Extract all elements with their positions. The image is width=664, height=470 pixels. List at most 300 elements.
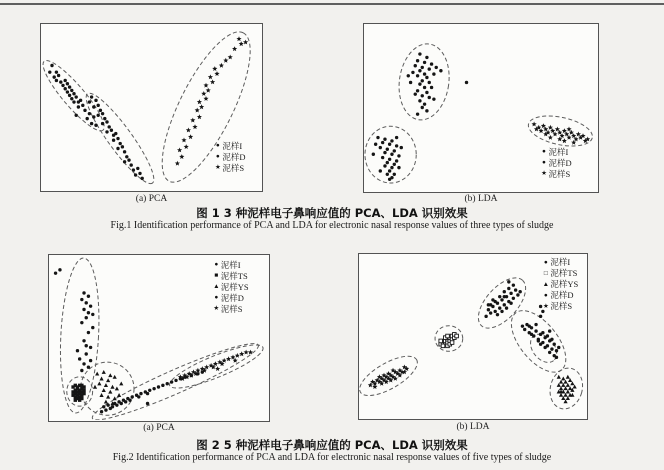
data-point-泥样S bbox=[206, 88, 211, 93]
data-point-泥样D bbox=[395, 144, 398, 147]
data-point-泥样D bbox=[125, 155, 128, 158]
dot-marker-icon: ● bbox=[214, 294, 219, 302]
legend-item-label: 泥样S bbox=[550, 301, 573, 312]
data-point-泥样D bbox=[105, 130, 108, 133]
data-point-泥样I bbox=[498, 306, 501, 309]
data-point-泥样D bbox=[400, 146, 403, 149]
data-point-泥样YS bbox=[99, 377, 103, 381]
dot-marker-icon: ● bbox=[542, 158, 546, 166]
legend-fig2a bbox=[212, 260, 249, 315]
data-point-泥样I bbox=[66, 90, 69, 93]
data-point-泥样I bbox=[503, 290, 506, 293]
data-point-泥样I bbox=[64, 79, 67, 82]
data-point-泥样S bbox=[186, 128, 191, 133]
data-point-泥样I bbox=[92, 115, 95, 118]
data-point-泥样I bbox=[516, 293, 519, 296]
legend-item bbox=[212, 282, 249, 293]
data-point-泥样D bbox=[146, 402, 149, 405]
data-point-泥样D bbox=[174, 379, 177, 382]
data-point-泥样D bbox=[374, 143, 377, 146]
data-point-泥样D bbox=[393, 149, 396, 152]
data-point-泥样I bbox=[50, 64, 53, 67]
data-point-泥样I bbox=[82, 291, 85, 294]
data-point-泥样I bbox=[423, 61, 426, 64]
data-point-泥样I bbox=[500, 298, 503, 301]
data-point-泥样TS bbox=[71, 385, 74, 388]
data-point-泥样I bbox=[89, 359, 92, 362]
data-point-泥样I bbox=[512, 283, 515, 286]
data-point-泥样D bbox=[543, 346, 546, 349]
data-point-泥样I bbox=[484, 315, 487, 318]
cluster-ellipse-泥样I bbox=[394, 41, 454, 124]
data-point-泥样I bbox=[91, 326, 94, 329]
data-point-泥样I bbox=[78, 357, 81, 360]
data-point-泥样S bbox=[567, 127, 572, 132]
data-point-泥样I bbox=[86, 117, 89, 120]
data-point-泥样D bbox=[127, 158, 130, 161]
data-point-泥样I bbox=[421, 94, 424, 97]
data-point-泥样I bbox=[61, 84, 64, 87]
data-point-泥样I bbox=[507, 287, 510, 290]
data-point-泥样S bbox=[197, 114, 202, 119]
data-point-泥样D bbox=[555, 356, 558, 359]
scatter-panel-fig2a-pca bbox=[48, 254, 270, 422]
data-point-泥样S bbox=[548, 125, 553, 130]
data-point-泥样I bbox=[487, 303, 490, 306]
scatter-panel-fig2b-lda bbox=[358, 253, 588, 420]
data-point-泥样D bbox=[146, 392, 149, 395]
data-point-泥样I bbox=[423, 86, 426, 89]
data-point-泥样D bbox=[101, 112, 104, 115]
data-point-泥样D bbox=[550, 338, 553, 341]
data-point-泥样I bbox=[94, 124, 97, 127]
data-point-泥样S bbox=[214, 71, 219, 76]
data-point-泥样D bbox=[381, 156, 384, 159]
data-point-泥样I bbox=[87, 295, 90, 298]
data-point-泥样I bbox=[425, 109, 428, 112]
data-point-泥样I bbox=[432, 97, 435, 100]
data-point-泥样I bbox=[503, 303, 506, 306]
data-point-泥样I bbox=[91, 313, 94, 316]
legend-item bbox=[212, 304, 249, 315]
data-point-泥样D bbox=[539, 343, 542, 346]
data-point-泥样I bbox=[88, 112, 91, 115]
data-point-泥样I bbox=[416, 74, 419, 77]
data-point-泥样S bbox=[201, 91, 206, 96]
data-point-泥样S bbox=[179, 154, 184, 159]
data-point-泥样D bbox=[138, 172, 141, 175]
data-point-泥样S bbox=[208, 74, 213, 79]
legend-fig1a bbox=[213, 141, 245, 174]
data-point-泥样YS bbox=[113, 375, 117, 379]
legend-item bbox=[212, 271, 249, 282]
data-point-泥样I bbox=[80, 369, 83, 372]
data-point-泥样YS bbox=[102, 370, 106, 374]
data-point-泥样I bbox=[421, 66, 424, 69]
data-point-泥样I bbox=[407, 74, 410, 77]
dot-marker-icon: ● bbox=[542, 147, 546, 155]
data-point-泥样I bbox=[72, 92, 75, 95]
data-point-泥样I bbox=[54, 271, 57, 274]
data-point-泥样D bbox=[379, 146, 382, 149]
data-point-泥样I bbox=[90, 122, 93, 125]
data-point-泥样D bbox=[521, 324, 524, 327]
legend-item bbox=[541, 290, 578, 301]
data-point-泥样D bbox=[166, 382, 169, 385]
data-point-泥样I bbox=[503, 295, 506, 298]
triangle-marker-icon: ▲ bbox=[542, 280, 550, 288]
data-point-泥样I bbox=[421, 79, 424, 82]
legend-item-label: 泥样D bbox=[548, 157, 572, 168]
star-marker-icon: ★ bbox=[542, 302, 549, 310]
data-point-泥样D bbox=[383, 138, 386, 141]
data-point-泥样YS bbox=[97, 382, 101, 386]
data-point-泥样D bbox=[557, 346, 560, 349]
data-point-泥样D bbox=[119, 142, 122, 145]
data-point-泥样S bbox=[184, 144, 189, 149]
data-point-泥样YS bbox=[117, 393, 121, 397]
data-point-泥样TS bbox=[455, 334, 459, 338]
data-point-泥样S bbox=[181, 138, 186, 143]
data-point-泥样D bbox=[101, 122, 104, 125]
data-point-泥样D bbox=[388, 143, 391, 146]
data-point-泥样YS bbox=[115, 386, 119, 390]
data-point-泥样S bbox=[195, 368, 200, 373]
data-point-泥样D bbox=[555, 349, 558, 352]
legend-item bbox=[540, 169, 572, 180]
data-point-泥样TS bbox=[441, 344, 445, 348]
legend-item-label: 泥样I bbox=[220, 259, 241, 270]
data-point-泥样S bbox=[190, 118, 195, 123]
data-point-泥样I bbox=[409, 81, 412, 84]
data-point-泥样S bbox=[541, 123, 546, 128]
legend-item bbox=[540, 158, 572, 169]
legend-fig2b bbox=[541, 257, 578, 312]
data-point-泥样D bbox=[393, 173, 396, 176]
data-point-泥样S bbox=[219, 63, 224, 68]
data-point-泥样D bbox=[388, 178, 391, 181]
data-point-泥样I bbox=[83, 109, 86, 112]
data-point-泥样D bbox=[381, 141, 384, 144]
data-point-泥样D bbox=[114, 132, 117, 135]
data-point-泥样D bbox=[137, 395, 140, 398]
figure2-caption-cn: 图 2 5 种泥样电子鼻响应值的 PCA、LDA 识别效果 bbox=[196, 438, 468, 452]
data-point-泥样I bbox=[428, 81, 431, 84]
data-point-泥样D bbox=[390, 153, 393, 156]
data-point-泥样D bbox=[539, 315, 542, 318]
data-point-泥样D bbox=[386, 173, 389, 176]
data-point-泥样D bbox=[106, 403, 109, 406]
figure2-caption-en: Fig.2 Identification performance of PCA and LDA for electronic nasal response values of five types of sludge bbox=[112, 452, 552, 463]
data-point-泥样S bbox=[210, 79, 215, 84]
data-point-泥样I bbox=[53, 75, 56, 78]
data-point-泥样I bbox=[423, 72, 426, 75]
data-point-泥样S bbox=[222, 358, 227, 363]
data-point-泥样I bbox=[85, 301, 88, 304]
legend-item bbox=[212, 293, 249, 304]
data-point-泥样I bbox=[465, 81, 468, 84]
data-point-泥样I bbox=[418, 69, 421, 72]
data-point-泥样D bbox=[97, 104, 100, 107]
data-point-泥样D bbox=[141, 177, 144, 180]
data-point-泥样D bbox=[90, 95, 93, 98]
data-point-泥样I bbox=[425, 76, 428, 79]
data-point-泥样S bbox=[197, 99, 202, 104]
data-point-泥样I bbox=[64, 87, 67, 90]
data-point-泥样D bbox=[132, 168, 135, 171]
subcaption-fig1b: (b) LDA bbox=[464, 194, 498, 204]
data-point-泥样D bbox=[161, 384, 164, 387]
data-point-泥样I bbox=[80, 321, 83, 324]
data-point-泥样TS bbox=[446, 334, 450, 338]
triangle-marker-icon: ▲ bbox=[213, 283, 220, 291]
data-point-泥样D bbox=[116, 147, 119, 150]
data-point-泥样TS bbox=[74, 399, 77, 402]
data-point-泥样S bbox=[226, 356, 231, 361]
data-point-泥样YS bbox=[108, 390, 112, 394]
data-point-泥样S bbox=[204, 365, 209, 370]
data-point-泥样I bbox=[489, 311, 492, 314]
data-point-泥样D bbox=[99, 109, 102, 112]
data-point-泥样D bbox=[534, 323, 537, 326]
square-open-marker-icon: □ bbox=[543, 269, 548, 277]
data-point-泥样I bbox=[496, 313, 499, 316]
legend-item bbox=[212, 260, 249, 271]
data-point-泥样I bbox=[77, 105, 80, 108]
data-point-泥样I bbox=[68, 85, 71, 88]
data-point-泥样S bbox=[230, 355, 235, 360]
data-point-泥样S bbox=[244, 350, 249, 355]
data-point-泥样I bbox=[500, 310, 503, 313]
data-point-泥样TS bbox=[439, 339, 443, 343]
data-point-泥样D bbox=[121, 145, 124, 148]
data-point-泥样S bbox=[239, 351, 244, 356]
legend-item bbox=[541, 257, 578, 268]
data-point-泥样D bbox=[393, 163, 396, 166]
legend-item-label: 泥样S bbox=[548, 168, 571, 179]
data-point-泥样S bbox=[223, 58, 228, 63]
data-point-泥样I bbox=[509, 302, 512, 305]
data-point-泥样I bbox=[423, 102, 426, 105]
data-point-泥样S bbox=[243, 40, 248, 45]
data-point-泥样YS bbox=[106, 378, 110, 382]
legend-item-label: 泥样D bbox=[220, 293, 244, 304]
data-point-泥样S bbox=[203, 96, 208, 101]
data-point-泥样D bbox=[120, 402, 123, 405]
data-point-泥样YS bbox=[95, 372, 99, 376]
data-point-泥样I bbox=[418, 99, 421, 102]
data-point-泥样D bbox=[123, 150, 126, 153]
data-point-泥样I bbox=[82, 362, 85, 365]
data-point-泥样YS bbox=[561, 376, 565, 380]
dot-marker-icon: ● bbox=[215, 153, 220, 161]
data-point-泥样I bbox=[507, 280, 510, 283]
data-point-泥样D bbox=[376, 136, 379, 139]
data-point-泥样YS bbox=[566, 375, 570, 379]
data-point-泥样D bbox=[108, 125, 111, 128]
legend-item bbox=[541, 279, 578, 290]
dot-marker-icon: ● bbox=[215, 142, 220, 150]
data-point-泥样I bbox=[85, 316, 88, 319]
data-point-泥样I bbox=[487, 308, 490, 311]
data-point-泥样I bbox=[435, 66, 438, 69]
data-point-泥样D bbox=[397, 154, 400, 157]
data-point-泥样D bbox=[88, 100, 91, 103]
data-point-泥样D bbox=[128, 399, 131, 402]
data-point-泥样YS bbox=[104, 400, 108, 404]
data-point-泥样I bbox=[425, 91, 428, 94]
data-point-泥样D bbox=[528, 324, 531, 327]
data-point-泥样I bbox=[430, 62, 433, 65]
data-point-泥样YS bbox=[106, 395, 110, 399]
data-point-泥样I bbox=[430, 86, 433, 89]
data-point-泥样D bbox=[94, 99, 97, 102]
data-point-泥样D bbox=[110, 129, 113, 132]
data-point-泥样I bbox=[66, 82, 69, 85]
data-point-泥样S bbox=[212, 66, 217, 71]
data-point-泥样D bbox=[130, 163, 133, 166]
legend-item bbox=[541, 268, 578, 279]
star-marker-icon: ★ bbox=[214, 164, 221, 172]
star-marker-icon: ★ bbox=[213, 305, 220, 313]
dot-marker-icon: ● bbox=[543, 291, 548, 299]
data-point-泥样YS bbox=[110, 385, 114, 389]
data-point-泥样D bbox=[537, 339, 540, 342]
data-point-泥样D bbox=[104, 408, 107, 411]
data-point-泥样D bbox=[523, 328, 526, 331]
data-point-泥样D bbox=[397, 166, 400, 169]
data-point-泥样I bbox=[55, 70, 58, 73]
data-point-泥样S bbox=[236, 36, 241, 41]
legend-item bbox=[213, 141, 245, 152]
data-point-泥样D bbox=[152, 387, 155, 390]
data-point-泥样I bbox=[421, 106, 424, 109]
data-point-泥样S bbox=[576, 132, 581, 137]
data-point-泥样I bbox=[418, 52, 421, 55]
data-point-泥样D bbox=[386, 148, 389, 151]
data-point-泥样D bbox=[395, 136, 398, 139]
data-point-泥样S bbox=[175, 161, 180, 166]
data-point-泥样I bbox=[72, 100, 75, 103]
data-point-泥样S bbox=[239, 41, 244, 46]
data-point-泥样YS bbox=[113, 396, 117, 400]
data-point-泥样I bbox=[89, 346, 92, 349]
data-point-泥样I bbox=[70, 97, 73, 100]
legend-item-label: 泥样TS bbox=[220, 271, 248, 282]
cluster-ellipse-泥样S bbox=[526, 111, 596, 151]
legend-item-label: 泥样S bbox=[222, 162, 245, 173]
legend-item-label: 泥样YS bbox=[220, 282, 249, 293]
data-point-泥样I bbox=[48, 70, 51, 73]
data-point-泥样TS bbox=[78, 399, 81, 402]
data-point-泥样D bbox=[546, 334, 549, 337]
data-point-泥样I bbox=[512, 297, 515, 300]
data-point-泥样YS bbox=[93, 385, 97, 389]
data-point-泥样S bbox=[228, 55, 233, 60]
data-point-泥样I bbox=[494, 310, 497, 313]
data-point-泥样TS bbox=[80, 384, 83, 387]
data-point-泥样YS bbox=[108, 373, 112, 377]
page-top-rule bbox=[0, 3, 664, 5]
data-point-泥样D bbox=[136, 167, 139, 170]
data-point-泥样S bbox=[199, 104, 204, 109]
legend-item bbox=[213, 163, 245, 174]
data-point-泥样D bbox=[148, 389, 151, 392]
data-point-泥样D bbox=[541, 331, 544, 334]
data-point-泥样D bbox=[548, 351, 551, 354]
data-point-泥样S bbox=[215, 366, 220, 371]
data-point-泥样YS bbox=[557, 375, 561, 379]
legend-item bbox=[213, 152, 245, 163]
data-point-泥样I bbox=[505, 306, 508, 309]
data-point-泥样D bbox=[170, 380, 173, 383]
data-point-泥样YS bbox=[119, 382, 123, 386]
legend-item-label: 泥样D bbox=[550, 290, 574, 301]
data-point-泥样TS bbox=[450, 341, 454, 345]
data-point-泥样YS bbox=[104, 383, 108, 387]
data-point-泥样D bbox=[100, 410, 103, 413]
data-point-泥样D bbox=[102, 405, 105, 408]
data-point-泥样I bbox=[82, 339, 85, 342]
data-point-泥样D bbox=[395, 159, 398, 162]
data-point-泥样I bbox=[414, 92, 417, 95]
legend-item-label: 泥样I bbox=[548, 146, 569, 157]
data-point-泥样S bbox=[372, 384, 377, 389]
scatter-panel-fig1a-pca bbox=[40, 23, 263, 192]
data-point-泥样D bbox=[97, 114, 100, 117]
data-point-泥样I bbox=[87, 366, 90, 369]
data-point-泥样D bbox=[124, 400, 127, 403]
data-point-泥样S bbox=[548, 135, 553, 140]
data-point-泥样D bbox=[383, 151, 386, 154]
data-point-泥样I bbox=[514, 288, 517, 291]
data-point-泥样S bbox=[192, 124, 197, 129]
data-point-泥样I bbox=[87, 331, 90, 334]
data-point-泥样I bbox=[416, 89, 419, 92]
scatter-panel-fig1b-lda bbox=[363, 23, 599, 193]
data-point-泥样I bbox=[75, 114, 78, 117]
data-point-泥样I bbox=[498, 295, 501, 298]
data-point-泥样I bbox=[75, 95, 78, 98]
square-marker-icon: ■ bbox=[214, 272, 219, 280]
cluster-ellipse-泥样I bbox=[470, 270, 534, 337]
data-point-泥样D bbox=[105, 120, 108, 123]
data-point-泥样I bbox=[414, 64, 417, 67]
data-point-泥样YS bbox=[102, 388, 106, 392]
figure1-caption-en: Fig.1 Identification performance of PCA and LDA for electronic nasal response values of three types of sludge bbox=[110, 220, 554, 231]
data-point-泥样D bbox=[131, 395, 134, 398]
data-point-泥样S bbox=[532, 122, 537, 127]
data-point-泥样S bbox=[232, 46, 237, 51]
data-point-泥样I bbox=[81, 104, 84, 107]
data-point-泥样S bbox=[188, 134, 193, 139]
legend-item-label: 泥样I bbox=[222, 140, 243, 151]
data-point-泥样I bbox=[416, 112, 419, 115]
data-point-泥样D bbox=[134, 173, 137, 176]
data-point-泥样D bbox=[550, 347, 553, 350]
dot-marker-icon: ● bbox=[214, 261, 219, 269]
data-point-泥样I bbox=[85, 344, 88, 347]
data-point-泥样D bbox=[111, 405, 114, 408]
data-point-泥样D bbox=[553, 343, 556, 346]
data-point-泥样I bbox=[57, 74, 60, 77]
data-point-泥样D bbox=[115, 403, 118, 406]
data-point-泥样I bbox=[68, 94, 71, 97]
legend-item bbox=[541, 301, 578, 312]
legend-item-label: 泥样S bbox=[220, 304, 243, 315]
data-point-泥样I bbox=[89, 304, 92, 307]
data-point-泥样D bbox=[372, 153, 375, 156]
